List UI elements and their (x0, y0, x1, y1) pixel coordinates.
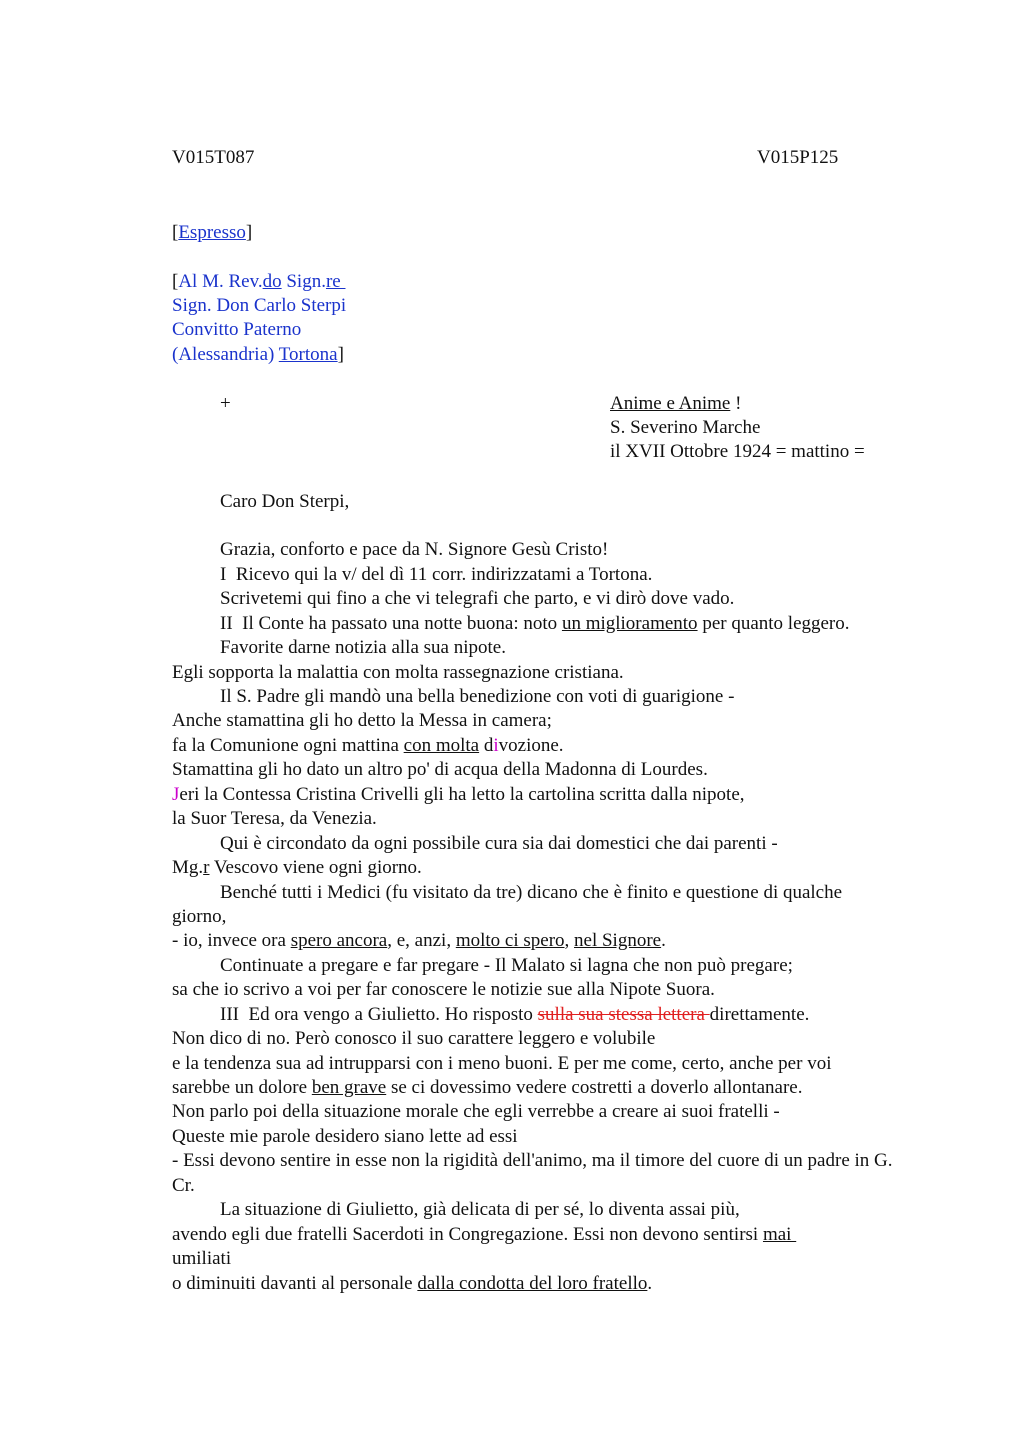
text-run-inserted: J (172, 784, 180, 805)
letter-line: La situazione di Giulietto, già delicata di per sé, lo diventa assai più, (220, 1199, 740, 1220)
text-run: , (564, 930, 575, 951)
text-run: . (647, 1273, 653, 1294)
text-run: direttamente. (709, 1004, 810, 1025)
document-code-left: V015T087 (172, 147, 255, 168)
letter-line: giorno, (172, 906, 227, 927)
address-part: Sign. (281, 271, 326, 292)
letter-line: Anche stamattina gli ho detto la Messa in camera; (172, 710, 552, 731)
letter-line: Queste mie parole desidero siano lette ad essi (172, 1126, 518, 1147)
text-run: ben grave (311, 1077, 387, 1098)
letter-line (172, 734, 564, 758)
letter-line: - Essi devono sentire in esse non la rigidità dell'animo, ma il timore del cuore di un padre in G. (172, 1150, 893, 1171)
text-run: II Il Conte ha passato una notte buona: noto (220, 613, 562, 634)
letter-line (172, 1076, 802, 1100)
espresso-label: Espresso (178, 222, 246, 243)
motto (610, 392, 741, 416)
letter-line: Favorite darne notizia alla sua nipote. (220, 637, 506, 658)
text-run: sarebbe un dolore (172, 1077, 312, 1098)
address-part: (Alessandria) (172, 344, 279, 365)
address-line-4: (Alessandria) Tortona] (172, 344, 344, 365)
address-line-3: Convitto Paterno (172, 319, 302, 340)
text-run: con molta (403, 735, 480, 756)
letter-line: Stamattina gli ho dato un altro po' di acqua della Madonna di Lourdes. (172, 759, 708, 780)
text-run: . (661, 930, 666, 951)
place: S. Severino Marche (610, 417, 761, 438)
text-run: , e, anzi, (387, 930, 456, 951)
letter-line: Scrivetemi qui fino a che vi telegrafi che parto, e vi dirò dove vado. (220, 588, 735, 609)
text-run-deleted: sulla sua stessa lettera (537, 1004, 710, 1025)
letter-line: umiliati (172, 1248, 232, 1269)
letter-line: e la tendenza sua ad intrupparsi con i meno buoni. E per me come, certo, anche per voi (172, 1053, 832, 1074)
letter-line: I Ricevo qui la v/ del dì 11 corr. indirizzatami a Tortona. (220, 564, 653, 585)
text-run: dalla condotta del loro fratello (417, 1273, 648, 1294)
text-run: mai (762, 1224, 797, 1245)
text-run: Mg. (172, 857, 204, 878)
address-part: Al M. Rev. (178, 271, 263, 292)
letter-line: Non parlo poi della situazione morale che egli verrebbe a creare ai suoi fratelli - (172, 1101, 780, 1122)
text-run: r (203, 857, 210, 878)
letter-line (172, 1223, 796, 1247)
motto-text: Anime e Anime (610, 393, 731, 414)
text-run: III Ed ora vengo a Giulietto. Ho risposto (220, 1004, 538, 1025)
letter-line: Qui è circondato da ogni possibile cura sia dai domestici che dai parenti - (220, 833, 778, 854)
text-run: nel Signore (574, 930, 662, 951)
text-run: - io, invece ora (172, 930, 291, 951)
text-run-inserted: i (493, 735, 499, 756)
text-run: per quanto leggero. (697, 613, 850, 634)
letter-line (172, 783, 745, 807)
address-line-1: [Al M. Rev.do Sign.re (172, 271, 346, 292)
date: il XVII Ottobre 1924 = mattino = (610, 441, 865, 462)
text-run: fa la Comunione ogni mattina (172, 735, 404, 756)
text-run: o diminuiti davanti al personale (172, 1273, 418, 1294)
text-run: se ci dovessimo vedere costretti a doverlo allontanare. (386, 1077, 803, 1098)
address-part: re (325, 271, 346, 292)
letter-line (172, 929, 666, 953)
letter-line: Benché tutti i Medici (fu visitato da tre) dicano che è finito e questione di qualche (220, 882, 843, 903)
text-run: Vescovo viene ogni giorno. (209, 857, 422, 878)
letter-line: Egli sopporta la malattia con molta rassegnazione cristiana. (172, 662, 624, 683)
text-run: vozione. (498, 735, 564, 756)
text-run: un miglioramento (561, 613, 698, 634)
letter-line (172, 856, 422, 880)
letter-line: Il S. Padre gli mandò una bella benedizione con voti di guarigione - (220, 686, 735, 707)
espresso-note: [Espresso] (172, 222, 253, 243)
text-run: eri la Contessa Cristina Crivelli gli ha letto la cartolina scritta dalla nipote, (179, 784, 745, 805)
address-part: do (262, 271, 282, 292)
address-part: Tortona (278, 344, 338, 365)
text-run: spero ancora (290, 930, 388, 951)
letter-line (220, 1003, 809, 1027)
letter-line (220, 612, 850, 636)
text-run: molto ci spero (455, 930, 565, 951)
text-run: avendo egli due fratelli Sacerdoti in Congregazione. Essi non devono sentirsi (172, 1224, 763, 1245)
address-line-2: Sign. Don Carlo Sterpi (172, 295, 347, 316)
letter-line (172, 1272, 652, 1296)
document-code-right: V015P125 (757, 147, 839, 168)
letter-line: Cr. (172, 1175, 195, 1196)
text-run: d (479, 735, 494, 756)
letter-line: Non dico di no. Però conosco il suo carattere leggero e volubile (172, 1028, 656, 1049)
letter-line: Continuate a pregare e far pregare - Il Malato si lagna che non può pregare; (220, 955, 793, 976)
salutation: Caro Don Sterpi, (220, 491, 350, 512)
cross-symbol: + (220, 393, 231, 414)
letter-line: la Suor Teresa, da Venezia. (172, 808, 377, 829)
letter-line: Grazia, conforto e pace da N. Signore Gesù Cristo! (220, 539, 609, 560)
letter-line: sa che io scrivo a voi per far conoscere le notizie sue alla Nipote Suora. (172, 979, 715, 1000)
motto-text: ! (730, 393, 742, 414)
